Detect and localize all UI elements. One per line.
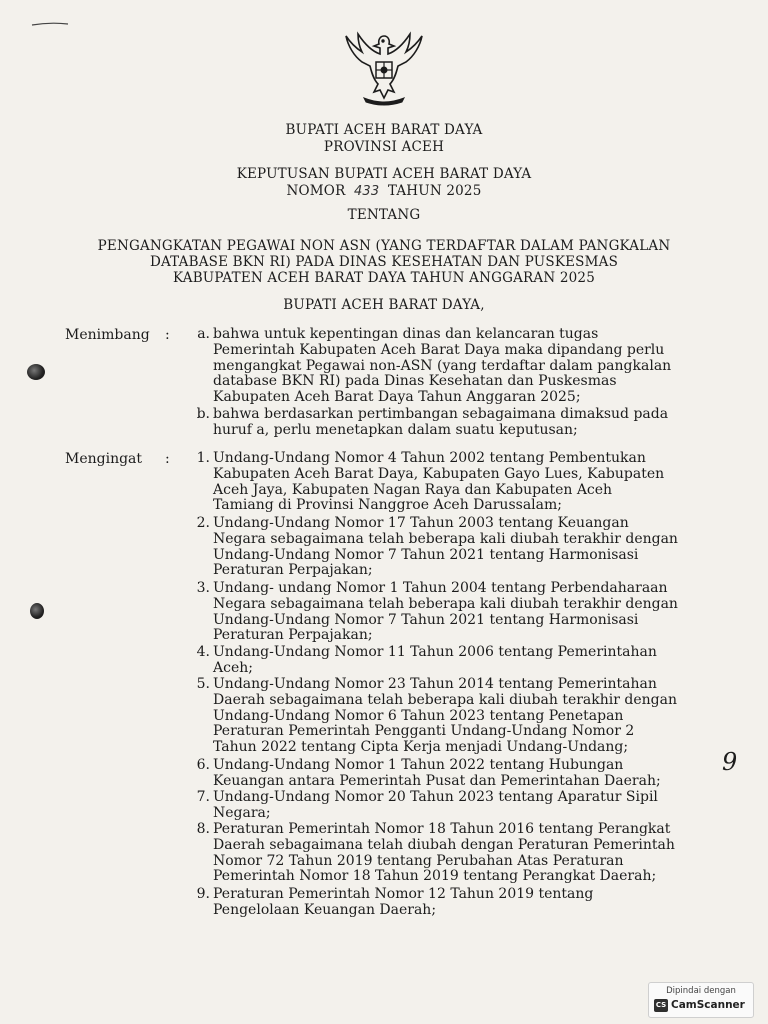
item-line: Peraturan Perpajakan; <box>213 562 373 579</box>
item-line: Daerah sebagaimana telah diubah dengan Peraturan Pemerintah <box>213 836 675 853</box>
item-text <box>213 327 706 406</box>
garuda-emblem-icon <box>336 28 432 108</box>
item-line: Undang-Undang Nomor 7 Tahun 2021 tentang Harmonisasi <box>213 611 639 628</box>
mengingat-label: Mengingat <box>65 451 143 467</box>
nomor-value: 433 <box>353 184 380 199</box>
item-line: Tahun 2022 tentang Cipta Kerja menjadi Undang-Undang; <box>213 739 629 756</box>
item-line: Undang-Undang Nomor 6 Tahun 2023 tentang Penetapan <box>213 707 624 724</box>
item-line: Undang- undang Nomor 1 Tahun 2004 tentang Perbendaharaan <box>213 580 668 596</box>
item-line: Negara; <box>213 804 271 821</box>
nomor-label: NOMOR <box>286 183 346 199</box>
item-text <box>213 516 706 579</box>
item-number: 7. <box>196 789 210 805</box>
item-text <box>213 645 706 677</box>
item-line: Pemerintah Kabupaten Aceh Barat Daya maka dipandang perlu <box>213 341 665 358</box>
item-text <box>213 822 706 885</box>
punch-hole <box>27 364 45 380</box>
item-line: Pemerintah Nomor 18 Tahun 2019 tentang Perangkat Daerah; <box>213 868 657 885</box>
item-number: 4. <box>196 644 210 660</box>
item-number: a. <box>197 326 210 342</box>
item-text <box>213 790 706 822</box>
item-line: Tamiang di Provinsi Nanggroe Aceh Darussalam; <box>213 497 562 514</box>
item-line: bahwa untuk kepentingan dinas dan kelancaran tugas <box>213 326 599 342</box>
item-line: Kabupaten Aceh Barat Daya, Kabupaten Gayo Lues, Kabupaten <box>213 465 665 482</box>
item-number: 1. <box>196 450 210 466</box>
stamp-caption: Dipindai dengan <box>666 986 736 996</box>
pen-mark <box>30 20 70 28</box>
punch-hole <box>30 603 44 619</box>
bupati-heading: BUPATI ACEH BARAT DAYA, <box>283 297 485 313</box>
item-line: Undang-Undang Nomor 11 Tahun 2006 tentang Pemerintahan <box>213 644 657 660</box>
item-number: 5. <box>196 676 210 692</box>
item-text <box>213 758 706 790</box>
item-number: 3. <box>196 580 210 596</box>
menimbang-label: Menimbang <box>65 327 150 343</box>
tentang-heading: TENTANG <box>347 207 421 223</box>
item-line: huruf a, perlu menetapkan dalam suatu keputusan; <box>213 421 578 438</box>
item-number: b. <box>196 406 210 422</box>
item-line: Undang-Undang Nomor 7 Tahun 2021 tentang Harmonisasi <box>213 546 639 563</box>
item-line: mengangkat Pegawai non-ASN (yang terdaftar dalam pangkalan <box>213 357 672 374</box>
item-text <box>213 407 706 439</box>
item-line: Peraturan Pemerintah Nomor 18 Tahun 2016 tentang Perangkat <box>213 821 671 837</box>
header-line-1: BUPATI ACEH BARAT DAYA <box>285 122 483 138</box>
item-line: database BKN RI) pada Dinas Kesehatan dan Puskesmas <box>213 373 617 390</box>
decree-number <box>0 183 768 199</box>
item-line: Undang-Undang Nomor 4 Tahun 2002 tentang Pembentukan <box>213 450 646 466</box>
item-line: Aceh Jaya, Kabupaten Nagan Raya dan Kabupaten Aceh <box>213 481 613 498</box>
item-text <box>213 887 706 919</box>
item-line: Keuangan antara Pemerintah Pusat dan Pemerintahan Daerah; <box>213 772 661 789</box>
item-number: 6. <box>196 757 210 773</box>
item-line: Negara sebagaimana telah beberapa kali diubah terakhir dengan <box>213 530 678 547</box>
camscanner-logo-icon: CS <box>654 999 668 1012</box>
handwritten-page-mark: 9 <box>722 748 738 776</box>
subject-line-3: KABUPATEN ACEH BARAT DAYA TAHUN ANGGARAN 2025 <box>173 270 595 286</box>
item-line: Undang-Undang Nomor 20 Tahun 2023 tentang Aparatur Sipil <box>213 789 658 805</box>
item-line: Undang-Undang Nomor 17 Tahun 2003 tentang Keuangan <box>213 515 629 531</box>
header-line-2: PROVINSI ACEH <box>323 139 445 155</box>
item-text <box>213 581 706 644</box>
item-text <box>213 451 706 514</box>
menimbang-colon: : <box>165 327 170 343</box>
item-line: Peraturan Pemerintah Nomor 12 Tahun 2019 tentang <box>213 886 594 902</box>
item-line: Undang-Undang Nomor 1 Tahun 2022 tentang Hubungan <box>213 757 624 773</box>
item-line: Aceh; <box>213 659 253 676</box>
subject-line-2: DATABASE BKN RI) PADA DINAS KESEHATAN DAN PUSKESMAS <box>149 254 619 270</box>
item-line: Peraturan Pemerintah Pengganti Undang-Undang Nomor 2 <box>213 723 635 740</box>
item-text <box>213 677 706 756</box>
item-line: Pengelolaan Keuangan Daerah; <box>213 901 437 918</box>
item-number: 8. <box>196 821 210 837</box>
decree-title: KEPUTUSAN BUPATI ACEH BARAT DAYA <box>236 166 532 182</box>
item-line: bahwa berdasarkan pertimbangan sebagaimana dimaksud pada <box>213 406 669 422</box>
item-line: Peraturan Perpajakan; <box>213 627 373 644</box>
item-line: Nomor 72 Tahun 2019 tentang Perubahan Atas Peraturan <box>213 852 624 869</box>
item-line: Daerah sebagaimana telah beberapa kali diubah terakhir dengan <box>213 691 677 708</box>
stamp-name: CamScanner <box>671 999 745 1011</box>
mengingat-colon: : <box>165 451 170 467</box>
item-number: 9. <box>196 886 210 902</box>
item-number: 2. <box>196 515 210 531</box>
item-line: Negara sebagaimana telah beberapa kali diubah terakhir dengan <box>213 595 678 612</box>
item-line: Kabupaten Aceh Barat Daya Tahun Anggaran 2025; <box>213 389 581 406</box>
subject-line-1: PENGANGKATAN PEGAWAI NON ASN (YANG TERDAFTAR DALAM PANGKALAN <box>97 238 671 254</box>
camscanner-stamp <box>648 982 754 1018</box>
item-line: Undang-Undang Nomor 23 Tahun 2014 tentang Pemerintahan <box>213 676 657 692</box>
tahun-label: TAHUN 2025 <box>387 183 482 199</box>
